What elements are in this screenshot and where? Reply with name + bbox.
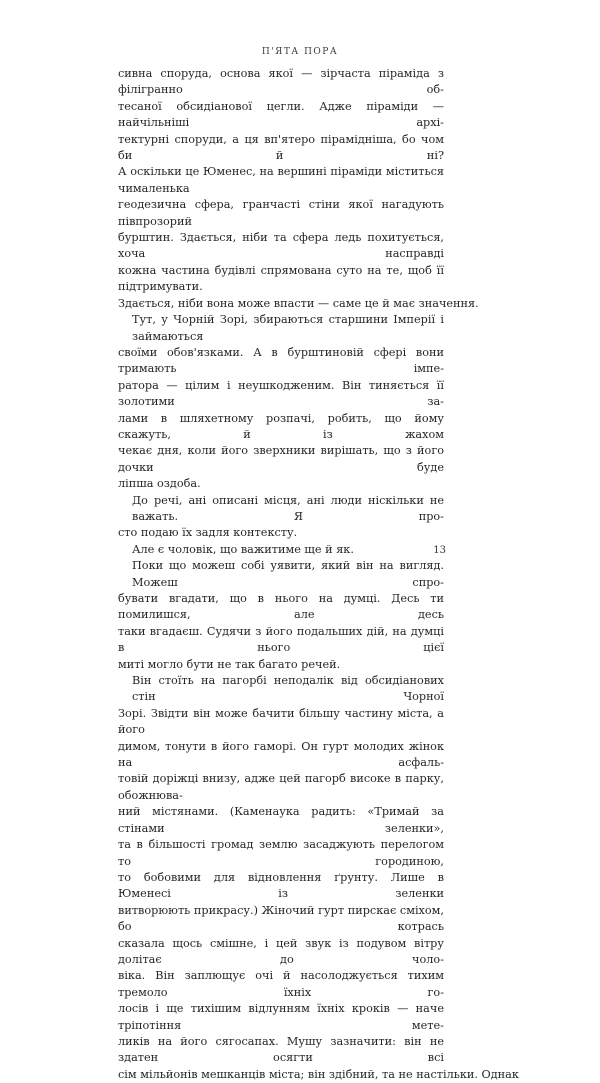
paragraph bbox=[118, 558, 444, 673]
running-head: П'ЯТА ПОРА bbox=[261, 47, 339, 57]
text-line: товій доріжці внизу, адже цей пагорб високе в парку, обожнюва- bbox=[118, 772, 444, 802]
text-line: бувати вгадати, що в нього на думці. Десь ти помилишся, але десь bbox=[118, 592, 444, 622]
page-number: 13 bbox=[433, 545, 446, 556]
text-line: димом, тонути в його гаморі. Он гурт молодих жінок на асфаль- bbox=[118, 739, 444, 770]
paragraph bbox=[118, 673, 519, 1083]
body-text bbox=[118, 66, 519, 1083]
text-line: лами в шляхетному розпачі, робить, що йому скажуть, й із жахом bbox=[118, 411, 444, 441]
text-line: ний містянами. (Каменаука радить: «Тримай за стінами зеленки», bbox=[118, 805, 444, 835]
paragraph bbox=[118, 312, 444, 492]
text-line: сто подаю їх задля контексту. bbox=[118, 526, 298, 540]
text-line: сивна споруда, основа якої — зірчаста піраміда з філігранно об- bbox=[118, 67, 444, 97]
text-line: лосів і ще тихішим відлунням їхніх кроків — наче тріпотіння мете- bbox=[118, 1002, 444, 1032]
text-line: тектурні споруди, а ця вп'ятеро пірамідніша, бо чом би й ні? bbox=[118, 132, 444, 163]
paragraph bbox=[118, 493, 444, 542]
text-line: А оскільки це Юменес, на вершині піраміди міститься чималенька bbox=[118, 165, 444, 195]
text-line: витворюють прикрасу.) Жіночий гурт пирскає сміхом, бо котрась bbox=[118, 903, 444, 934]
text-line: таки вгадаєш. Судячи з його подальших дій, на думці в нього цієї bbox=[118, 624, 444, 655]
text-line: бурштин. Здається, ніби та сфера ледь похитується, хоча насправді bbox=[118, 231, 444, 261]
text-line: геодезична сфера, гранчасті стіни якої нагадують півпрозорий bbox=[118, 198, 444, 228]
paragraph bbox=[118, 66, 479, 312]
text-line: Поки що можеш собі уявити, який він на вигляд. Можеш спро- bbox=[132, 559, 444, 589]
text-line: Здається, ніби вона може впасти — саме це й має значення. bbox=[118, 296, 479, 310]
text-line: ликів на його сягосапах. Мушу зазначити: він не здатен осягти всі bbox=[118, 1034, 444, 1065]
text-line: До речі, ані описані місця, ані люди ніскільки не важать. Я про- bbox=[132, 493, 444, 523]
text-line: ліпша оздоба. bbox=[118, 477, 201, 491]
text-line: чекає дня, коли його зверхники вирішать, що з його дочки буде bbox=[118, 444, 444, 474]
text-line: віка. Він заплющує очі й насолоджується тихим тремоло їхніх го- bbox=[118, 969, 444, 999]
text-line: тесаної обсидіанової цегли. Адже піраміди — найчільніші архі- bbox=[118, 99, 444, 130]
text-line: Тут, у Чорній Зорі, збираються старшини Імперії і займаються bbox=[132, 313, 444, 343]
text-line: ратора — цілим і неушкодженим. Він тиняється її золотими за- bbox=[118, 378, 444, 409]
text-line: Він стоїть на пагорбі неподалік від обсидіанових стін Чорної bbox=[132, 674, 444, 704]
paragraph bbox=[118, 542, 444, 558]
text-line: сказала щось смішне, і цей звук із подувом вітру долітає до чоло- bbox=[118, 936, 444, 966]
text-line: та в більшості громад землю засаджують перелогом то городиною, bbox=[118, 838, 444, 868]
text-line: кожна частина будівлі спрямована суто на те, щоб її підтримувати. bbox=[118, 263, 444, 294]
text-line: миті могло бути не так багато речей. bbox=[118, 657, 341, 671]
text-line: Але є чоловік, що важитиме ще й як. bbox=[132, 542, 354, 556]
text-line: своїми обов'язками. А в бурштиновій сфері вони тримають імпе- bbox=[118, 345, 444, 376]
text-line: Зорі. Звідти він може бачити більшу частину міста, а його bbox=[118, 706, 444, 737]
text-line: сім мільйонів мешканців міста; він здібний, та не настільки. Однак bbox=[118, 1067, 519, 1081]
text-line: то бобовими для відновлення ґрунту. Лише в Юменесі із зеленки bbox=[118, 870, 444, 901]
